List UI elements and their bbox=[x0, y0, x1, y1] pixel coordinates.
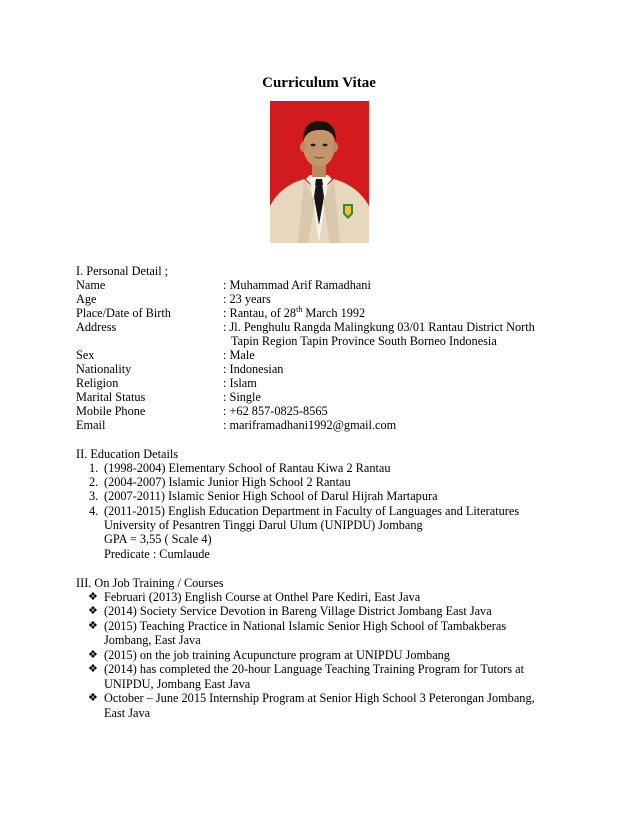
education-item-num: 3. bbox=[89, 489, 99, 503]
mobile-phone-value: : +62 857-0825-8565 bbox=[223, 404, 328, 418]
name-value: : Muhammad Arif Ramadhani bbox=[223, 278, 371, 292]
page-title: Curriculum Vitae bbox=[262, 75, 376, 91]
birth-value-sup: th bbox=[296, 304, 303, 314]
diamond-bullet-icon: ❖ bbox=[88, 620, 98, 632]
education-item-text: (2011-2015) English Education Department in Faculty of Languages and Literatures bbox=[104, 504, 520, 518]
training-item-text: (2015) Teaching Practice in National Islamic Senior High School of Tambakberas bbox=[104, 619, 507, 633]
training-item-line2: East Java bbox=[104, 706, 151, 720]
religion-label: Religion bbox=[76, 376, 119, 390]
age-label: Age bbox=[76, 292, 97, 306]
name-label: Name bbox=[76, 278, 106, 292]
education-heading: II. Education Details bbox=[76, 447, 179, 461]
age-value: : 23 years bbox=[223, 292, 271, 306]
address-value: : Jl. Penghulu Rangda Malingkung 03/01 Rantau District North bbox=[223, 320, 535, 334]
training-item-text: (2015) on the job training Acupuncture program at UNIPDU Jombang bbox=[104, 648, 450, 662]
birth-label: Place/Date of Birth bbox=[76, 306, 171, 320]
address-value-line2: Tapin Region Tapin Province South Borneo Indonesia bbox=[231, 334, 497, 348]
profile-photo bbox=[270, 101, 369, 243]
email-value: : mariframadhani1992@gmail.com bbox=[223, 418, 397, 432]
education-item-text: (2007-2011) Islamic Senior High School of Darul Hijrah Martapura bbox=[104, 489, 438, 503]
sex-label: Sex bbox=[76, 348, 95, 362]
mobile-phone-label: Mobile Phone bbox=[76, 404, 146, 418]
training-item-text: October – June 2015 Internship Program at Senior High School 3 Peterongan Jombang, bbox=[104, 691, 535, 705]
email-label: Email bbox=[76, 418, 106, 432]
education-item-line2: University of Pesantren Tinggi Darul Ulum (UNIPDU) Jombang bbox=[104, 518, 423, 532]
training-heading: III. On Job Training / Courses bbox=[76, 576, 224, 590]
training-item-text: (2014) Society Service Devotion in Bareng Village District Jombang East Java bbox=[104, 604, 492, 618]
education-item-num: 4. bbox=[89, 504, 99, 518]
education-item-text: (1998-2004) Elementary School of Rantau Kiwa 2 Rantau bbox=[104, 461, 391, 475]
education-item-num: 1. bbox=[89, 461, 99, 475]
profile-photo-image bbox=[270, 101, 369, 243]
marital-status-value: : Single bbox=[223, 390, 261, 404]
education-item-text: (2004-2007) Islamic Junior High School 2 Rantau bbox=[104, 475, 351, 489]
education-item-num: 2. bbox=[89, 475, 99, 489]
diamond-bullet-icon: ❖ bbox=[88, 649, 98, 661]
diamond-bullet-icon: ❖ bbox=[88, 692, 98, 704]
education-gpa: GPA = 3,55 ( Scale 4) bbox=[104, 532, 212, 546]
address-label: Address bbox=[76, 320, 117, 334]
nationality-label: Nationality bbox=[76, 362, 132, 376]
training-item-text: Februari (2013) English Course at Onthel Pare Kediri, East Java bbox=[104, 590, 421, 604]
marital-status-label: Marital Status bbox=[76, 390, 146, 404]
personal-detail-heading: I. Personal Detail ; bbox=[76, 264, 169, 278]
birth-value-post: March 1992 bbox=[302, 306, 366, 320]
nationality-value: : Indonesian bbox=[223, 362, 284, 376]
birth-value bbox=[223, 306, 365, 320]
training-item-line2: UNIPDU, Jombang East Java bbox=[104, 677, 251, 691]
birth-value-pre: : Rantau, of 28 bbox=[223, 306, 297, 320]
diamond-bullet-icon: ❖ bbox=[88, 605, 98, 617]
diamond-bullet-icon: ❖ bbox=[88, 591, 98, 603]
training-item-line2: Jombang, East Java bbox=[104, 633, 201, 647]
training-item-text: (2014) has completed the 20-hour Language Teaching Training Program for Tutors at bbox=[104, 662, 525, 676]
diamond-bullet-icon: ❖ bbox=[88, 663, 98, 675]
religion-value: : Islam bbox=[223, 376, 257, 390]
sex-value: : Male bbox=[223, 348, 255, 362]
education-predicate: Predicate : Cumlaude bbox=[104, 547, 210, 561]
